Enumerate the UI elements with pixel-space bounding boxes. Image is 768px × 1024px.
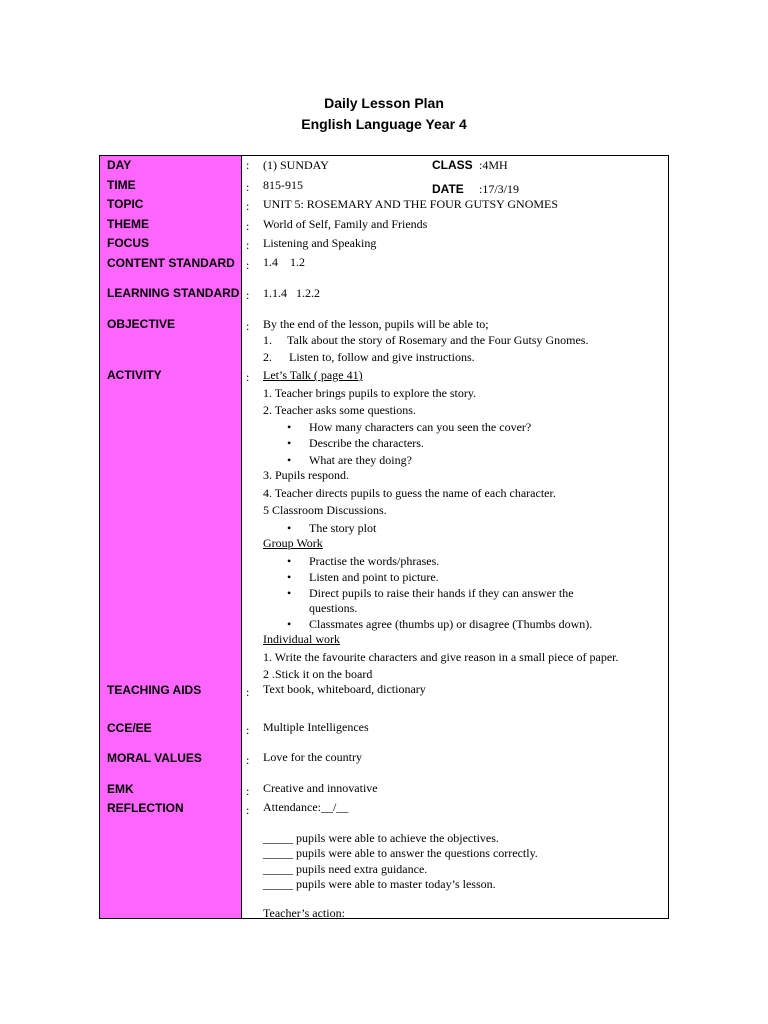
class-value: :4MH — [479, 158, 508, 172]
colon: : — [246, 288, 250, 302]
label-class: CLASS — [432, 158, 473, 172]
activity-bullet: What are they doing? — [309, 453, 412, 467]
colon: : — [246, 803, 250, 817]
colon: : — [246, 238, 250, 252]
document-subtitle: English Language Year 4 — [301, 116, 467, 132]
activity-step: 3. Pupils respond. — [263, 468, 350, 482]
label-day: DAY — [107, 158, 132, 172]
document-title: Daily Lesson Plan — [324, 95, 444, 111]
emk-value: Creative and innovative — [263, 781, 378, 795]
colon: : — [246, 158, 250, 172]
individual-step: 2 .Stick it on the board — [263, 667, 373, 681]
objective-item: Talk about the story of Rosemary and the Four Gutsy Gnomes. — [287, 333, 589, 347]
activity-bullet: How many characters can you seen the cover? — [309, 420, 532, 434]
bullet: • — [287, 453, 292, 467]
bullet: • — [287, 586, 292, 600]
label-emk: EMK — [107, 782, 134, 796]
objective-number: 2. — [263, 350, 272, 364]
reflection-line: _____ pupils were able to master today’s lesson. — [263, 877, 496, 891]
colon: : — [246, 784, 250, 798]
label-learning-standard: LEARNING STANDARD — [107, 286, 240, 300]
label-objective: OBJECTIVE — [107, 317, 176, 331]
group-work-bullet: Classmates agree (thumbs up) or disagree (Thumbs down). — [309, 617, 593, 631]
time-value: 815-915 — [263, 178, 303, 192]
group-work-bullet: Listen and point to picture. — [309, 570, 439, 584]
group-work-bullet: Practise the words/phrases. — [309, 554, 440, 568]
bullet: • — [287, 554, 292, 568]
activity-step: 5 Classroom Discussions. — [263, 503, 387, 517]
group-work-heading: Group Work — [263, 536, 323, 550]
bullet: • — [287, 617, 292, 631]
learning-standard-value: 1.1.4 1.2.2 — [263, 286, 320, 300]
group-work-bullet: Direct pupils to raise their hands if they can answer the — [309, 586, 574, 600]
lesson-plan-table — [99, 155, 669, 919]
label-cce: CCE/EE — [107, 721, 152, 735]
activity-bullet: Describe the characters. — [309, 436, 424, 450]
colon: : — [246, 219, 250, 233]
teaching-aids-value: Text book, whiteboard, dictionary — [263, 682, 426, 696]
label-time: TIME — [107, 178, 136, 192]
day-value: (1) SUNDAY — [263, 158, 329, 172]
activity-heading: Let’s Talk ( page 41) — [263, 368, 363, 382]
moral-values-value: Love for the country — [263, 750, 362, 764]
date-value: :17/3/19 — [479, 182, 520, 196]
activity-bullet: The story plot — [309, 521, 377, 535]
activity-step: 1. Teacher brings pupils to explore the story. — [263, 386, 477, 400]
focus-value: Listening and Speaking — [263, 236, 377, 250]
bullet: • — [287, 521, 292, 535]
bullet: • — [287, 436, 292, 450]
objective-item: Listen to, follow and give instructions. — [289, 350, 475, 364]
colon: : — [246, 180, 250, 194]
label-moral-values: MORAL VALUES — [107, 751, 202, 765]
theme-value: World of Self, Family and Friends — [263, 217, 428, 231]
activity-step: 4. Teacher directs pupils to guess the name of each character. — [263, 486, 556, 500]
colon: : — [246, 753, 250, 767]
colon: : — [246, 723, 250, 737]
group-work-bullet-continuation: questions. — [309, 601, 358, 615]
objective-number: 1. — [263, 333, 272, 347]
cce-value: Multiple Intelligences — [263, 720, 369, 734]
attendance-line: Attendance:__/__ — [263, 800, 349, 814]
column-divider — [241, 156, 242, 918]
label-activity: ACTIVITY — [107, 368, 162, 382]
colon: : — [246, 199, 250, 213]
label-teaching-aids: TEACHING AIDS — [107, 683, 202, 697]
individual-work-heading: Individual work — [263, 632, 340, 646]
activity-step: 2. Teacher asks some questions. — [263, 403, 416, 417]
label-topic: TOPIC — [107, 197, 144, 211]
colon: : — [246, 370, 250, 384]
label-content-standard: CONTENT STANDARD — [107, 256, 235, 270]
label-reflection: REFLECTION — [107, 801, 184, 815]
content-standard-value: 1.4 1.2 — [263, 255, 305, 269]
bullet: • — [287, 420, 292, 434]
label-focus: FOCUS — [107, 236, 149, 250]
reflection-line: _____ pupils were able to achieve the objectives. — [263, 831, 499, 845]
reflection-line: _____ pupils need extra guidance. — [263, 862, 428, 876]
reflection-line: _____ pupils were able to answer the questions correctly. — [263, 846, 538, 860]
topic-value: UNIT 5: ROSEMARY AND THE FOUR GUTSY GNOMES — [263, 197, 559, 211]
label-theme: THEME — [107, 217, 149, 231]
colon: : — [246, 685, 250, 699]
objective-intro: By the end of the lesson, pupils will be able to; — [263, 317, 489, 331]
label-date: DATE — [432, 182, 464, 196]
teacher-action-line: Teacher’s action: — [263, 906, 345, 920]
bullet: • — [287, 570, 292, 584]
colon: : — [246, 319, 250, 333]
individual-step: 1. Write the favourite characters and give reason in a small piece of paper. — [263, 650, 619, 664]
colon: : — [246, 258, 250, 272]
